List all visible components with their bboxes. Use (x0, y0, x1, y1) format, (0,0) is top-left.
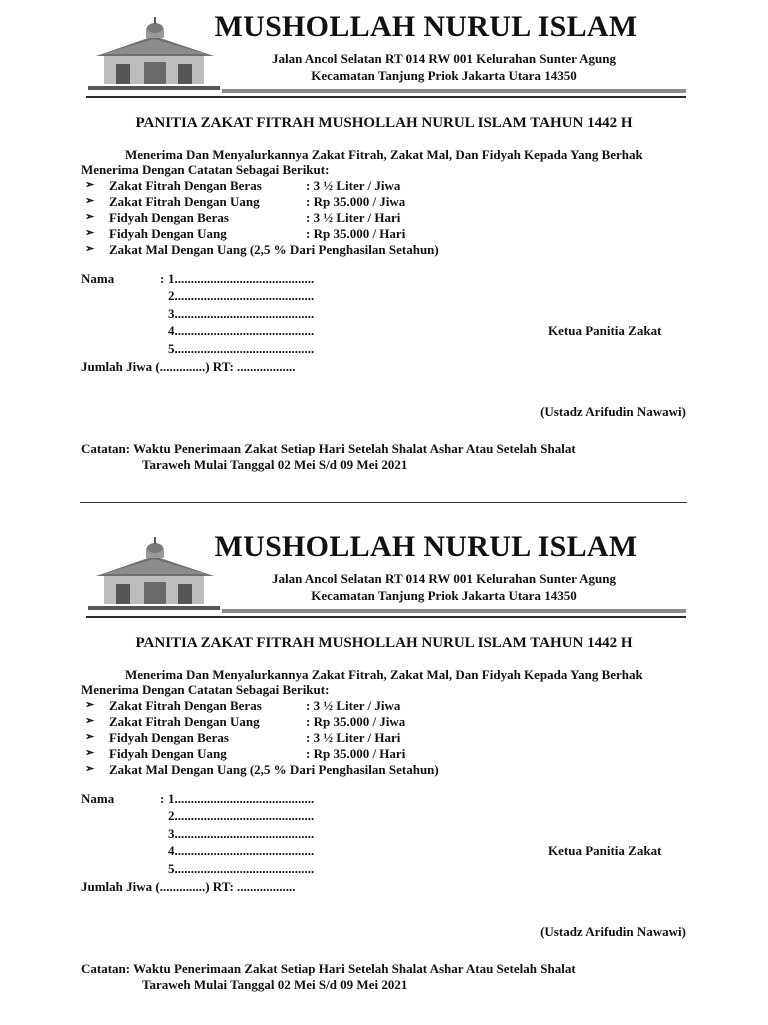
arrow-bullet-icon: ➢ (85, 227, 95, 239)
item-value: : Rp 35.000 / Hari (306, 746, 406, 761)
name-line-4[interactable]: 4........................................... (168, 323, 315, 338)
name-line-2[interactable]: 2........................................... (168, 808, 315, 823)
item-label: Zakat Fitrah Dengan Uang (109, 714, 260, 729)
arrow-bullet-icon: ➢ (85, 699, 95, 711)
list-item (85, 762, 685, 778)
arrow-bullet-icon: ➢ (85, 211, 95, 223)
list-item (85, 242, 685, 258)
zakat-receipt-form-2 (0, 520, 768, 1025)
name-line-1[interactable]: 1........................................... (168, 271, 315, 286)
list-item (85, 210, 685, 226)
signer-name: (Ustadz Arifudin Nawawi) (540, 924, 686, 939)
item-value: : 3 ½ Liter / Jiwa (306, 698, 401, 713)
item-label: Fidyah Dengan Uang (109, 746, 227, 761)
nama-label: Nama (81, 271, 115, 286)
item-value: : 3 ½ Liter / Hari (306, 730, 401, 745)
item-value: : Rp 35.000 / Jiwa (306, 194, 406, 209)
committee-heading: PANITIA ZAKAT FITRAH MUSHOLLAH NURUL ISLAM TAHUN 1442 H (135, 635, 633, 651)
arrow-bullet-icon: ➢ (85, 715, 95, 727)
cut-line-divider (80, 502, 687, 503)
name-line-5[interactable]: 5........................................... (168, 861, 315, 876)
name-line-3[interactable]: 3........................................... (168, 826, 315, 841)
header-rule-thin (86, 616, 686, 618)
header-rule-thick (222, 89, 686, 93)
intro-line-1: Menerima Dan Menyalurkannya Zakat Fitrah, Zakat Mal, Dan Fidyah Kepada Yang Berhak (125, 147, 643, 162)
mosque-name-title: MUSHOLLAH NURUL ISLAM (214, 530, 638, 563)
header-rule-thick (222, 609, 686, 613)
item-label: Zakat Fitrah Dengan Beras (109, 698, 262, 713)
zakat-receipt-form-1 (0, 0, 768, 505)
zakat-rate-list (85, 698, 685, 778)
jumlah-jiwa-field[interactable]: Jumlah Jiwa (..............) RT: .................. (81, 879, 296, 894)
item-label: Zakat Mal Dengan Uang (2,5 % Dari Penghasilan Setahun) (109, 762, 439, 777)
mosque-name-title: MUSHOLLAH NURUL ISLAM (214, 10, 638, 43)
list-item (85, 698, 685, 714)
address-line-2: Kecamatan Tanjung Priok Jakarta Utara 14350 (311, 68, 577, 83)
intro-line-2: Menerima Dengan Catatan Sebagai Berikut: (81, 682, 330, 697)
list-item (85, 714, 685, 730)
address-line-2: Kecamatan Tanjung Priok Jakarta Utara 14350 (311, 588, 577, 603)
list-item (85, 226, 685, 242)
ketua-panitia-label: Ketua Panitia Zakat (548, 843, 662, 858)
list-item (85, 178, 685, 194)
item-value: : 3 ½ Liter / Jiwa (306, 178, 401, 193)
ketua-panitia-label: Ketua Panitia Zakat (548, 323, 662, 338)
catatan-line-2: Taraweh Mulai Tanggal 02 Mei S/d 09 Mei 2021 (142, 977, 408, 992)
address-line-1: Jalan Ancol Selatan RT 014 RW 001 Kelurahan Sunter Agung (271, 51, 617, 66)
name-line-1[interactable]: 1........................................... (168, 791, 315, 806)
item-label: Fidyah Dengan Uang (109, 226, 227, 241)
item-value: : Rp 35.000 / Hari (306, 226, 406, 241)
nama-colon: : (160, 271, 165, 286)
item-label: Zakat Mal Dengan Uang (2,5 % Dari Penghasilan Setahun) (109, 242, 439, 257)
arrow-bullet-icon: ➢ (85, 179, 95, 191)
arrow-bullet-icon: ➢ (85, 731, 95, 743)
item-label: Fidyah Dengan Beras (109, 730, 229, 745)
intro-line-2: Menerima Dengan Catatan Sebagai Berikut: (81, 162, 330, 177)
item-label: Zakat Fitrah Dengan Uang (109, 194, 260, 209)
catatan-line-1: Catatan: Waktu Penerimaan Zakat Setiap Hari Setelah Shalat Ashar Atau Setelah Shalat (81, 441, 576, 456)
name-line-4[interactable]: 4........................................... (168, 843, 315, 858)
catatan-line-2: Taraweh Mulai Tanggal 02 Mei S/d 09 Mei 2021 (142, 457, 408, 472)
zakat-rate-list (85, 178, 685, 258)
address-line-1: Jalan Ancol Selatan RT 014 RW 001 Kelurahan Sunter Agung (271, 571, 617, 586)
item-value: : Rp 35.000 / Jiwa (306, 714, 406, 729)
arrow-bullet-icon: ➢ (85, 763, 95, 775)
header-rule-thin (86, 96, 686, 98)
arrow-bullet-icon: ➢ (85, 747, 95, 759)
catatan-line-1: Catatan: Waktu Penerimaan Zakat Setiap Hari Setelah Shalat Ashar Atau Setelah Shalat (81, 961, 576, 976)
committee-heading: PANITIA ZAKAT FITRAH MUSHOLLAH NURUL ISLAM TAHUN 1442 H (135, 115, 633, 131)
item-value: : 3 ½ Liter / Hari (306, 210, 401, 225)
arrow-bullet-icon: ➢ (85, 243, 95, 255)
list-item (85, 746, 685, 762)
list-item (85, 194, 685, 210)
signer-name: (Ustadz Arifudin Nawawi) (540, 404, 686, 419)
item-label: Zakat Fitrah Dengan Beras (109, 178, 262, 193)
jumlah-jiwa-field[interactable]: Jumlah Jiwa (..............) RT: .................. (81, 359, 296, 374)
nama-label: Nama (81, 791, 115, 806)
name-line-5[interactable]: 5........................................... (168, 341, 315, 356)
intro-line-1: Menerima Dan Menyalurkannya Zakat Fitrah, Zakat Mal, Dan Fidyah Kepada Yang Berhak (125, 667, 643, 682)
name-line-3[interactable]: 3........................................... (168, 306, 315, 321)
arrow-bullet-icon: ➢ (85, 195, 95, 207)
list-item (85, 730, 685, 746)
name-line-2[interactable]: 2........................................... (168, 288, 315, 303)
item-label: Fidyah Dengan Beras (109, 210, 229, 225)
nama-colon: : (160, 791, 165, 806)
